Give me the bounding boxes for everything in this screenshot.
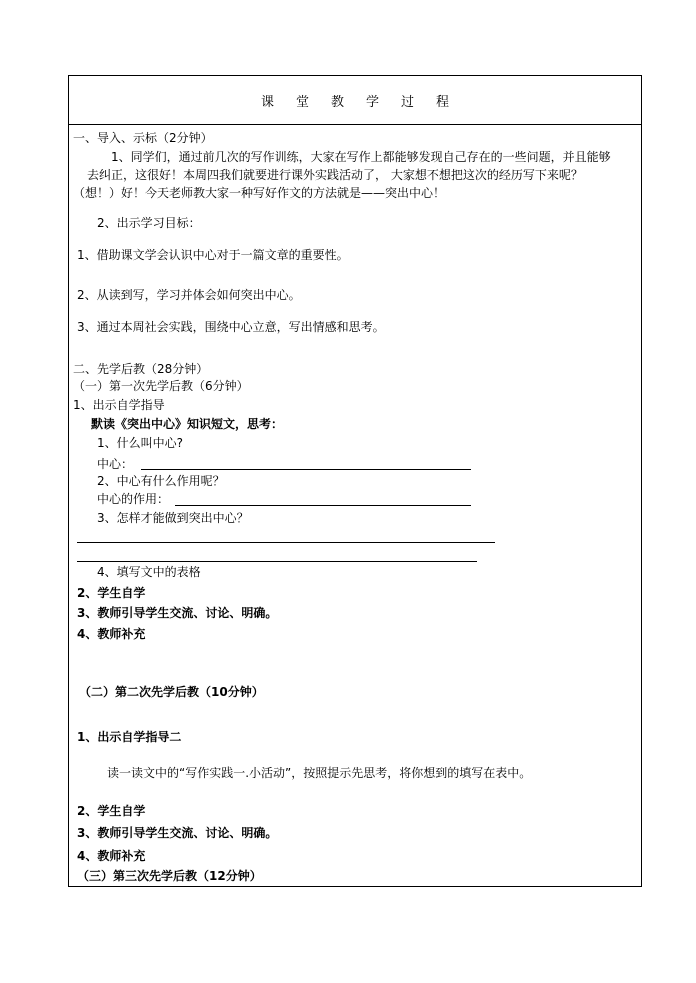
table-header-row <box>69 76 641 125</box>
round1-guide-heading: 1、出示自学指导 <box>73 398 165 412</box>
intro-line-1: 1、同学们，通过前几次的写作训练，大家在写作上都能够发现自己存在的一些问题，并且能够 <box>111 150 611 164</box>
section2-heading: 二、先学后教（28分钟） <box>73 362 209 376</box>
round2-heading: （二）第二次先学后教（10分钟） <box>79 685 264 699</box>
step-item: 3、教师引导学生交流、讨论、明确。 <box>77 826 278 840</box>
step-item: 2、学生自学 <box>77 804 146 818</box>
question-3: 3、怎样才能做到突出中心？ <box>97 511 249 525</box>
section1-heading: 一、导入、示标（2分钟） <box>73 131 213 145</box>
round1-guide-bold: 默读《突出中心》知识短文，思考： <box>91 417 284 431</box>
answer-blank-line <box>77 561 477 562</box>
question-1: 1、什么叫中心? <box>97 436 184 450</box>
goal-item: 3、通过本周社会实践，围绕中心立意，写出情感和思考。 <box>77 320 385 334</box>
intro-line-2: 去纠正，这很好！本周四我们就要进行课外实践活动了， 大家想不想把这次的经历写下来呢？ <box>87 168 583 182</box>
goals-heading: 2、出示学习目标： <box>97 216 201 230</box>
intro-line-3: （想！）好！今天老师教大家一种写好作文的方法就是——突出中心！ <box>73 186 446 200</box>
answer-blank-line <box>175 505 471 506</box>
step-item: 4、教师补充 <box>77 627 146 641</box>
question-2: 2、中心有什么作用呢？ <box>97 474 225 488</box>
question-1-label: 中心： <box>97 457 134 471</box>
step-item: 2、学生自学 <box>77 586 146 600</box>
lesson-table <box>68 75 642 887</box>
page-title: 课堂教学过程 <box>260 95 471 110</box>
answer-blank-line <box>77 542 495 543</box>
question-4: 4、填写文中的表格 <box>97 565 201 579</box>
round2-guide-heading: 1、出示自学指导二 <box>77 730 182 744</box>
round2-guide-text: 读一读文中的“写作实践一.小活动”，按照提示先思考，将你想到的填写在表中。 <box>107 766 532 780</box>
round3-heading: （三）第三次先学后教（12分钟） <box>77 869 262 883</box>
goal-item: 2、从读到写，学习并体会如何突出中心。 <box>77 288 301 302</box>
goal-item: 1、借助课文学会认识中心对于一篇文章的重要性。 <box>77 248 349 262</box>
step-item: 4、教师补充 <box>77 849 146 863</box>
answer-blank-line <box>141 469 471 470</box>
question-2-label: 中心的作用： <box>97 492 170 506</box>
step-item: 3、教师引导学生交流、讨论、明确。 <box>77 606 278 620</box>
round1-heading: （一）第一次先学后教（6分钟） <box>73 379 249 393</box>
